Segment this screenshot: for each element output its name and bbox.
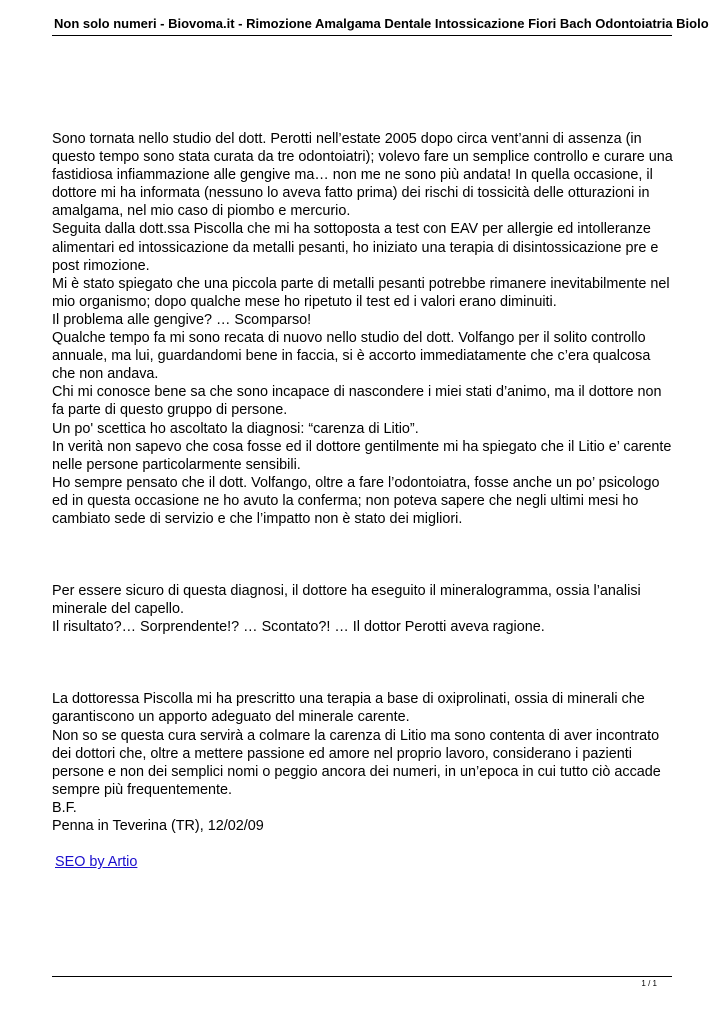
page-number: 1 / 1 — [641, 979, 657, 988]
paragraph: Chi mi conosce bene sa che sono incapace di nascondere i miei stati d’animo, ma il dottore non fa parte di questo gruppo di persone. — [52, 384, 662, 419]
paragraph: Il risultato?… Sorprendente!? … Scontato?! … Il dottor Perotti aveva ragione. — [52, 619, 545, 636]
paragraph: Per essere sicuro di questa diagnosi, il dottore ha eseguito il mineralogramma, ossia l’analisi minerale del capello. — [52, 583, 641, 618]
section-spacer — [52, 835, 676, 853]
place-date: Penna in Teverina (TR), 12/02/09 — [52, 818, 264, 834]
section-spacer — [52, 528, 676, 582]
footer-divider — [52, 976, 672, 977]
signature-initials: B.F. — [52, 799, 77, 816]
paragraph: In verità non sapevo che cosa fosse ed il dottore gentilmente mi ha spiegato che il Litio e’ carente nelle persone particolarmente sensibili. — [52, 438, 672, 473]
paragraph: Ho sempre pensato che il dott. Volfango, oltre a fare l’odontoiatra, fosse anche un po’ psicologo ed in questa occasione ne ho avuto la conferma; non poteva sapere che negli ultimi mesi ho cambiato sede di servizio e che l’impatto non è stato dei migliori. — [52, 474, 660, 527]
paragraph: Seguita dalla dott.ssa Piscolla che mi ha sottoposta a test con EAV per allergie ed intolleranze alimentari ed intossicazione da metalli pesanti, ho iniziato una terapia di disintossicazione pre e post rimozione. — [52, 221, 659, 274]
paragraph: Mi è stato spiegato che una piccola parte di metalli pesanti potrebbe rimanere inevitabilmente nel mio organismo; dopo qualche mese ho ripetuto il test ed i valori erano diminuiti. — [52, 275, 670, 310]
paragraph: Non so se questa cura servirà a colmare la carenza di Litio ma sono contenta di aver incontrato dei dottori che, oltre a mettere passione ed amore nel proprio lavoro, considerano i pazienti persone e non dei semplici nomi o peggio ancora dei numeri, in un’epoca in cui tutto ciò accade sempre più frequentemente. — [52, 727, 661, 798]
header-divider — [52, 35, 672, 36]
paragraph: Il problema alle gengive? … Scomparso! — [52, 311, 312, 328]
section-spacer — [52, 636, 676, 690]
paragraph: La dottoressa Piscolla mi ha prescritto una terapia a base di oxiprolinati, ossia di minerali che garantiscono un apporto adeguato del minerale carente. — [52, 691, 645, 726]
page-header-title: Non solo numeri - Biovoma.it - Rimozione Amalgama Dentale Intossicazione Fiori Bach Odontoiatria Biolo — [54, 16, 709, 31]
seo-by-artio-link[interactable]: SEO by Artio — [55, 854, 138, 871]
paragraph: Un po' scettica ho ascoltato la diagnosi: “carenza di Litio”. — [52, 420, 419, 437]
paragraph: Sono tornata nello studio del dott. Perotti nell’estate 2005 dopo circa vent’anni di assenza (in questo tempo sono stata curata da tre odontoiatri); volevo fare un semplice controllo e curare una fastidiosa infiammazione alle gengive ma… non me ne sono più andata! In quella occasione, il dottore mi ha informata (nessuno lo aveva fatto prima) dei rischi di tossicità delle otturazioni in amalgama, nel mio caso di piombo e mercurio. — [52, 131, 673, 220]
article-body — [52, 130, 676, 871]
paragraph: Qualche tempo fa mi sono recata di nuovo nello studio del dott. Volfango per il solito controllo annuale, ma lui, guardandomi bene in faccia, si è accorto immediatamente che c’era qualcosa che non andava. — [52, 330, 651, 383]
